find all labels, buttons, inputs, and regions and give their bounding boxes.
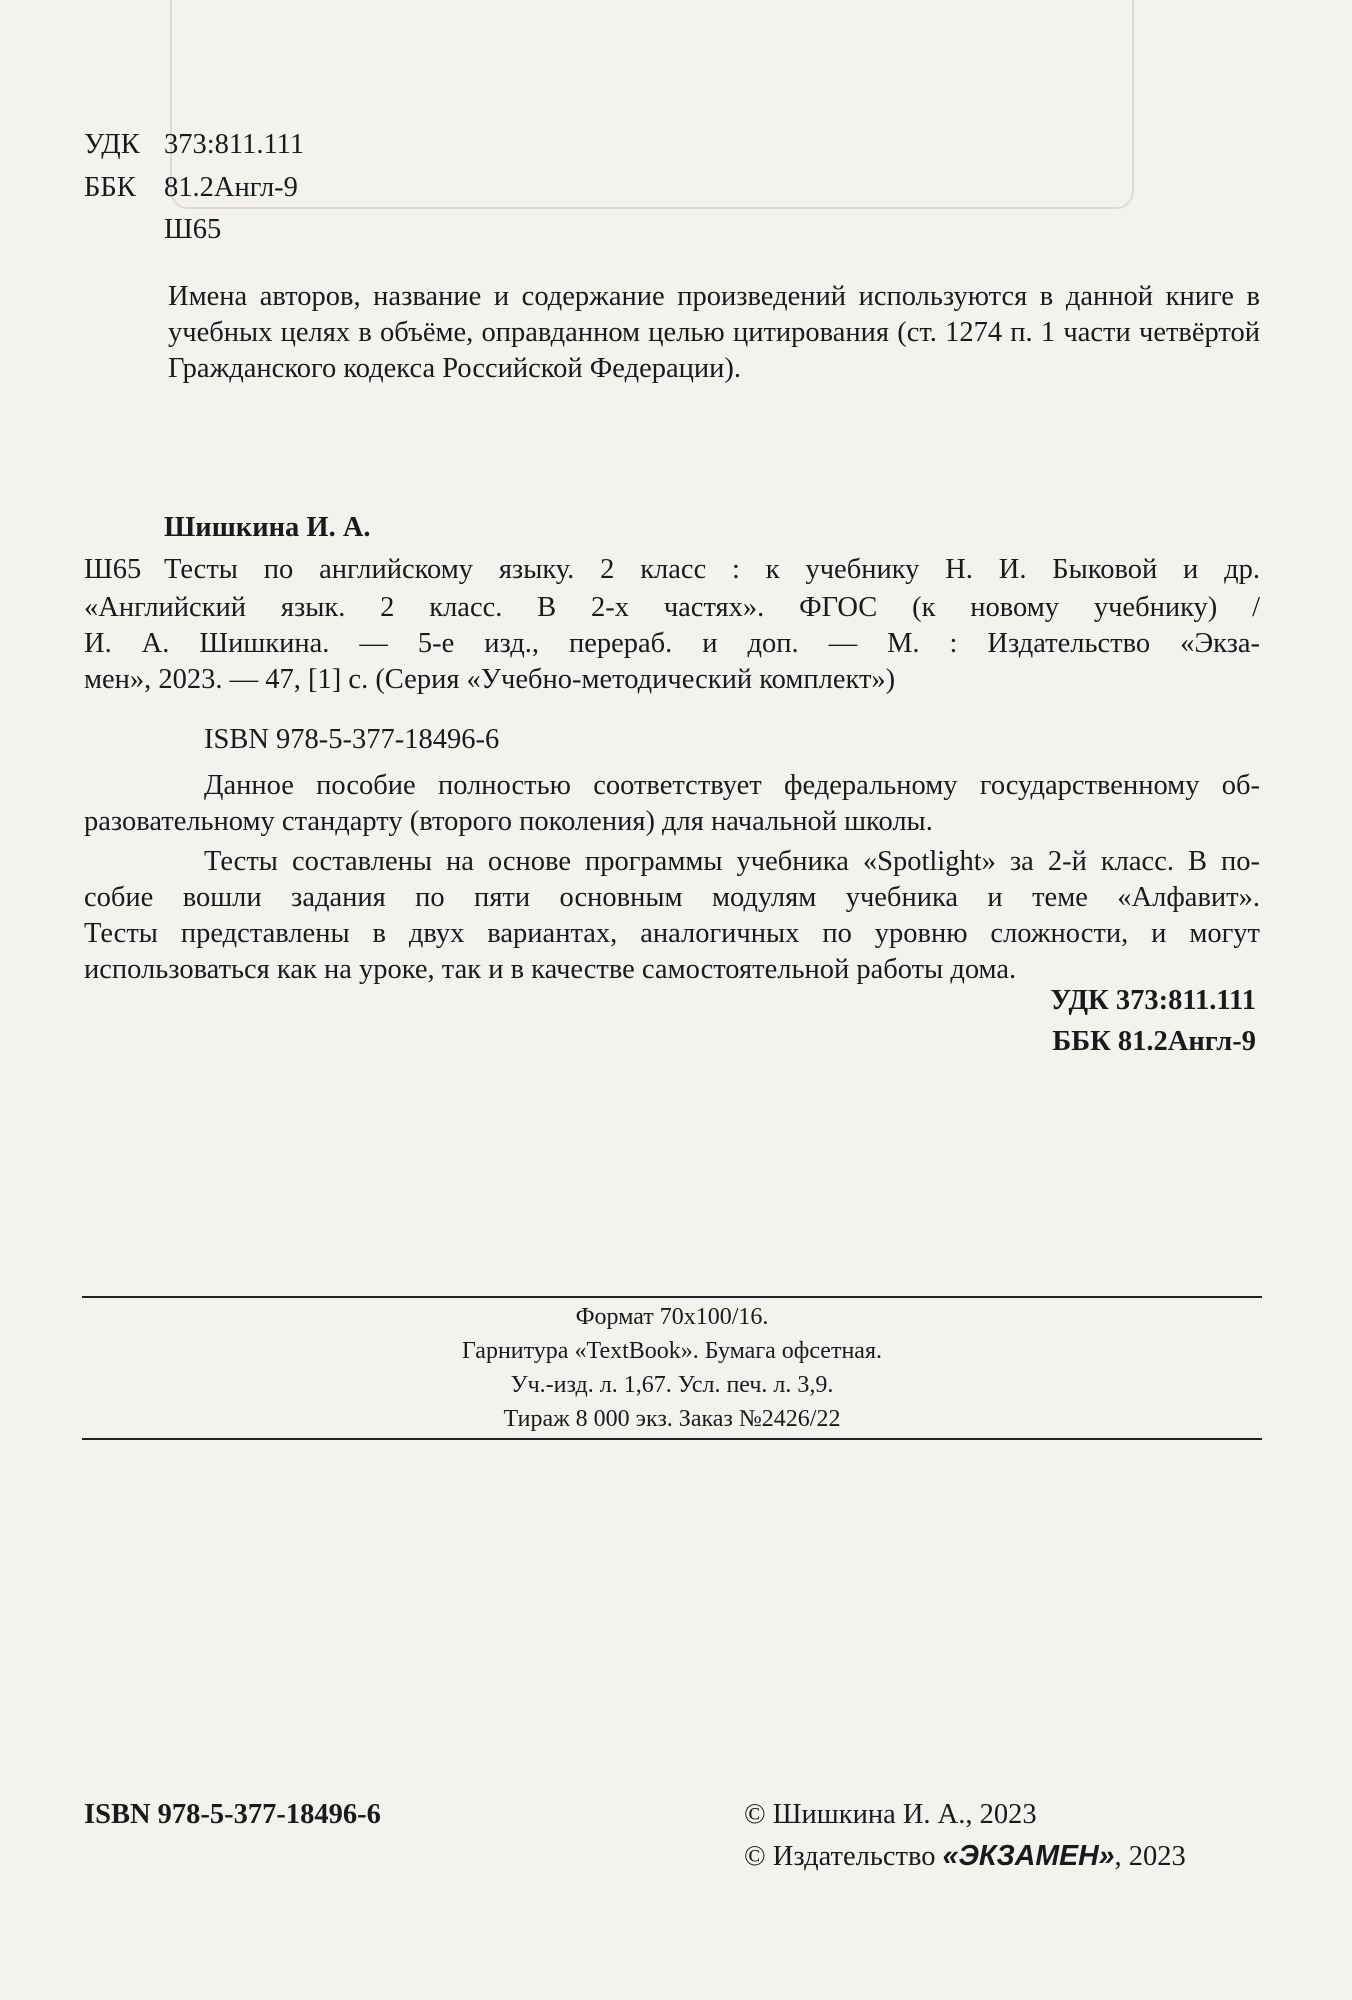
notice-line: Имена авторов, название и содержание произведений используются в данной книге в xyxy=(168,281,1260,312)
footer-isbn: ISBN 978-5-377-18496-6 xyxy=(84,1799,381,1830)
notice-line: Гражданского кодекса Российской Федерации). xyxy=(168,353,742,384)
description-line: И. А. Шишкина. — 5-е изд., перераб. и доп. — М. : Издательство «Экза- xyxy=(84,628,1260,659)
description-line: мен», 2023. — 47, [1] с. (Серия «Учебно-методический комплект») xyxy=(84,664,896,695)
copyright-publisher-suffix: , 2023 xyxy=(1114,1841,1186,1872)
annotation-line: использоваться как на уроке, так и в качестве самостоятельной работы дома. xyxy=(84,954,1017,985)
description-line: «Английский язык. 2 класс. В 2-х частях». ФГОС (к новому учебнику) / xyxy=(84,592,1260,623)
imprint-line: Тираж 8 000 экз. Заказ №2426/22 xyxy=(503,1406,841,1432)
copyright-publisher-prefix: © Издательство xyxy=(744,1841,943,1872)
copyright-author: © Шишкина И. А., 2023 xyxy=(744,1799,1037,1830)
bbk-value: 81.2Англ-9 xyxy=(164,172,298,203)
annotation-line: Данное пособие полностью соответствует федеральному государственному об- xyxy=(204,770,1260,801)
author-mark-top: Ш65 xyxy=(164,214,222,245)
bbk-label: ББК xyxy=(84,172,136,203)
udk-code-right: УДК 373:811.111 xyxy=(1050,985,1256,1016)
imprint-block xyxy=(82,1300,1262,1436)
author-mark: Ш65 xyxy=(84,554,142,585)
annotation-line: собие вошли задания по пяти основным модулям учебника и теме «Алфавит». xyxy=(84,882,1260,913)
imprint-line: Гарнитура «TextBook». Бумага офсетная. xyxy=(462,1338,882,1364)
bibliographic-description-cont xyxy=(84,590,1260,698)
annotation-line: Тесты составлены на основе программы учебника «Spotlight» за 2-й класс. В по- xyxy=(204,846,1260,877)
annotation xyxy=(84,768,1260,988)
udk-label: УДК xyxy=(84,129,140,160)
bbk-code xyxy=(84,170,298,206)
imprint-bottom-rule xyxy=(82,1438,1262,1440)
copyright-notice xyxy=(168,279,1260,387)
bibliographic-description xyxy=(164,552,1260,588)
notice-line: учебных целях в объёме, оправданном целью цитирования (ст. 1274 п. 1 части четвёртой xyxy=(168,317,1260,348)
udk-code xyxy=(84,127,304,163)
description-line: Тесты по английскому языку. 2 класс : к учебнику Н. И. Быковой и др. xyxy=(164,554,1260,585)
annotation-line: Тесты представлены в двух вариантах, аналогичных по уровню сложности, и могут xyxy=(84,918,1260,949)
imprint-line: Формат 70x100/16. xyxy=(575,1304,769,1330)
annotation-line: разовательному стандарту (второго поколения) для начальной школы. xyxy=(84,806,933,837)
bbk-code-right: ББК 81.2Англ-9 xyxy=(1052,1026,1256,1057)
copyright-publisher xyxy=(744,1838,1186,1875)
show-through-frame xyxy=(170,0,1134,209)
imprint-top-rule xyxy=(82,1296,1262,1298)
isbn-entry: ISBN 978-5-377-18496-6 xyxy=(204,724,500,755)
author-heading: Шишкина И. А. xyxy=(164,512,371,543)
imprint-line: Уч.-изд. л. 1,67. Усл. печ. л. 3,9. xyxy=(510,1372,834,1398)
publisher-name: «ЭКЗАМЕН» xyxy=(942,1840,1115,1872)
udk-value: 373:811.111 xyxy=(164,129,305,160)
